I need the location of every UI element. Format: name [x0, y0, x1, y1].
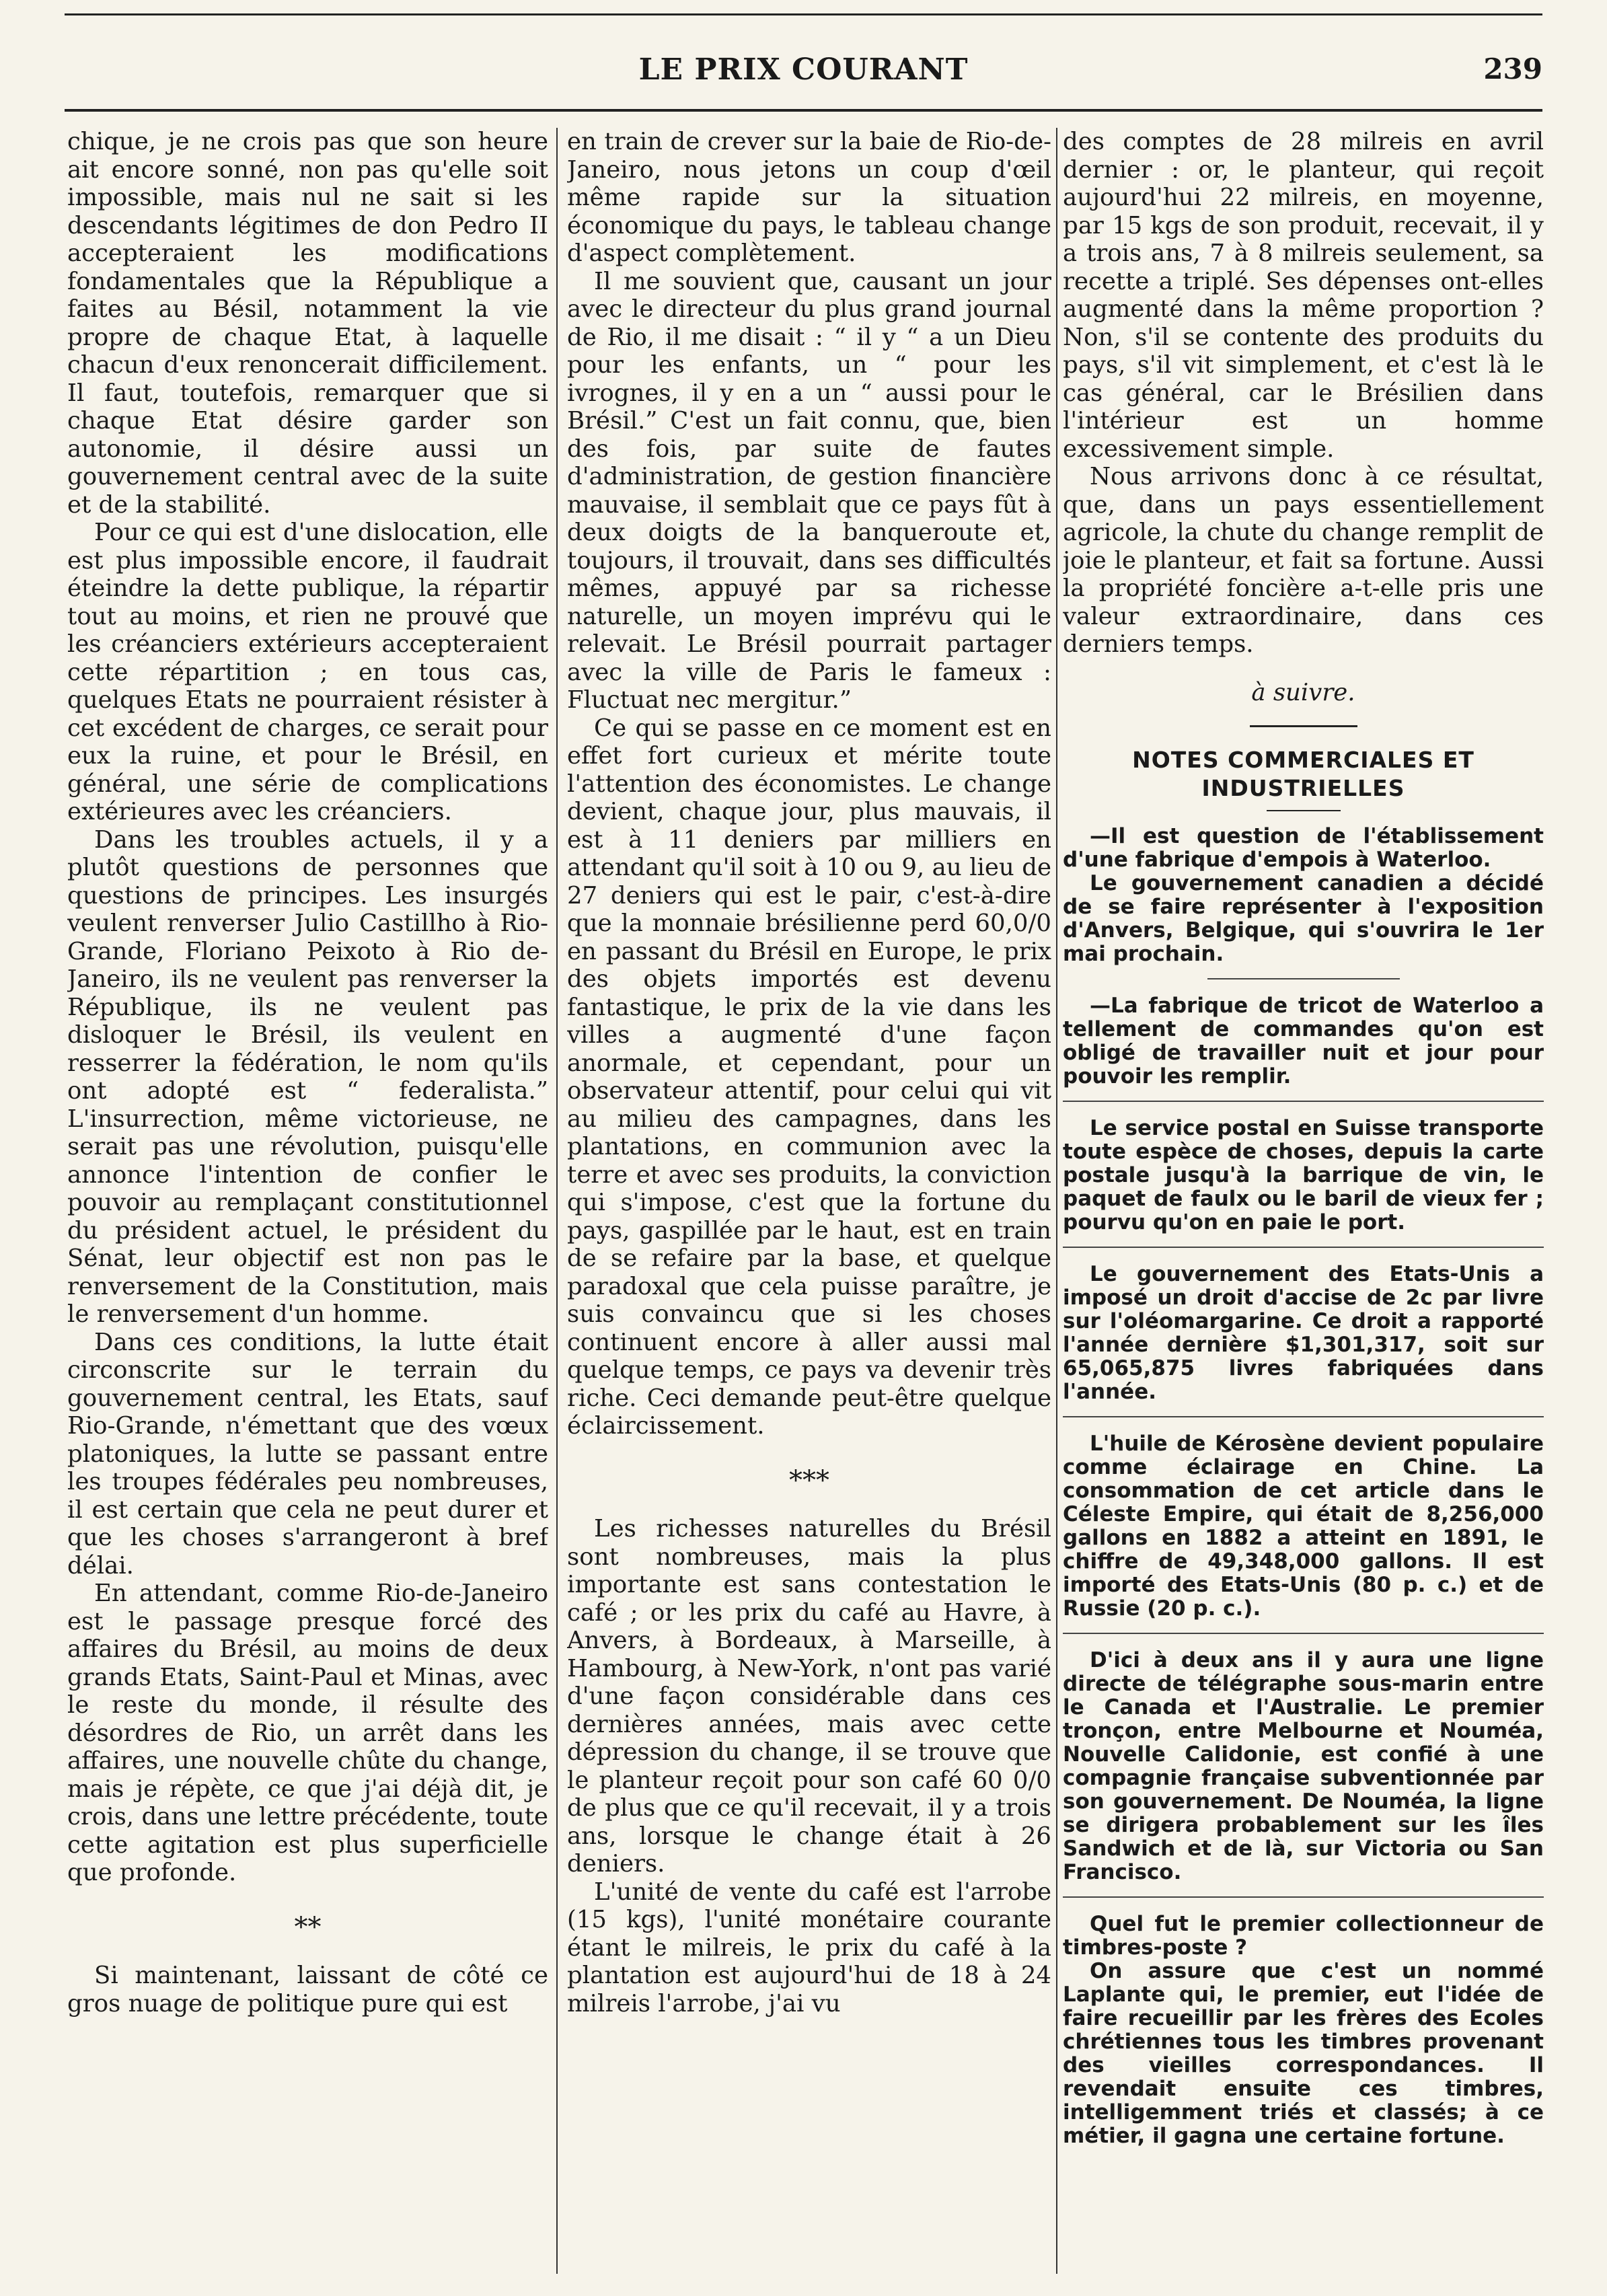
item-divider	[1063, 1896, 1544, 1898]
paragraph: Les richesses naturelles du Brésil sont nombreuses, mais la plus importante est sans contestation le café ; or les prix du café au Havre, à Anvers, à Bordeaux, à Marseille, à Hambourg, à New-York, n'ont pas varié d'une façon considérable dans ces dernières années, mais avec cette dépression du change, il se trouve que le planteur reçoit pour son café 60 0/0 de plus que ce qu'il recevait, il y a trois ans, lorsque le change était à 26 deniers.	[567, 1515, 1051, 1878]
paragraph: L'unité de vente du café est l'arrobe (15 kgs), l'unité monétaire courante étant le milreis, le prix du café à la plantation est aujourd'hui de 18 à 24 milreis l'arrobe, j'ai vu	[567, 1878, 1051, 2017]
column-3	[1063, 128, 1544, 2267]
paragraph: Ce qui se passe en ce moment est en effet fort curieux et mérite toute l'attention des économistes. Le change devient, chaque jour, plus mauvais, il est à 11 deniers par milliers en attendant qu'il soit à 10 ou 9, au lieu de 27 deniers qui est le pair, c'est-à-dire que la monnaie brésilienne perd 60,0/0 en passant du Brésil en Europe, le prix des objets importés est devenu fantastique, le prix de la vie dans les villes a augmenté d'une façon anormale, et cependant, pour un observateur attentif, pour celui qui vit au milieu des campagnes, dans les plantations, en communion avec la terre et avec ses produits, la conviction qui s'impose, c'est que la fortune du pays, gaspillée par le haut, est en train de se refaire par la base, et quelque paradoxal que cela puisse paraître, je suis convaincu que si les choses continuent encore à aller aussi mal quelque temps, ce pays va devenir très riche. Ceci demande peut-être quelque éclaircissement.	[567, 714, 1051, 1440]
paragraph: en train de crever sur la baie de Rio-de-Janeiro, nous jetons un coup d'œil même rapide sur la situation économique du pays, le tableau change d'aspect complètement.	[567, 128, 1051, 267]
section-divider	[1250, 725, 1357, 727]
news-item: L'huile de Kérosène devient populaire comme éclairage en Chine. La consommation de cet article dans le Céleste Empire, qui était de 8,256,000 gallons en 1882 a atteint en 1891, le chiffre de 49,348,000 gallons. Il est importé des Etats-Unis (80 p. c.) et de Russie (20 p. c.).	[1063, 1432, 1544, 1621]
item-divider	[1063, 1416, 1544, 1417]
paragraph: Dans ces conditions, la lutte était circonscrite sur le terrain du gouvernement central, les Etats, sauf Rio-Grande, n'émettant que des vœux platoniques, la lutte se passant entre les troupes fédérales peu nombreuses, il est certain que cela ne peut durer et que les choses s'arrangeront à bref délai.	[67, 1328, 548, 1580]
item-divider	[1063, 1633, 1544, 1634]
page-header	[65, 47, 1542, 101]
news-item: Le service postal en Suisse transporte toute espèce de choses, depuis la carte postale jusqu'à la barrique de vin, le paquet de faulx ou le baril de vieux fer ; pourvu qu'on en paie le port.	[1063, 1116, 1544, 1234]
top-rule	[65, 13, 1542, 15]
notes-heading: NOTES COMMERCIALES ET INDUSTRIELLES	[1132, 747, 1474, 801]
news-item: Quel fut le premier collectionneur de timbres-poste ?	[1063, 1912, 1544, 1960]
to-be-continued: à suivre.	[1251, 678, 1355, 706]
item-divider	[1063, 1101, 1544, 1102]
heading-underline	[1267, 810, 1341, 811]
paragraph: Si maintenant, laissant de côté ce gros nuage de politique pure qui est	[67, 1962, 548, 2017]
paragraph: En attendant, comme Rio-de-Janeiro est le passage presque forcé des affaires du Brésil, au moins de deux grands Etats, Saint-Paul et Minas, avec le reste du monde, il résulte des désordres de Rio, un arrêt dans les affaires, une nouvelle chûte du change, mais je répète, ce que j'ai déjà dit, je crois, dans une lettre précédente, toute cette agitation est plus superficielle que profonde.	[67, 1580, 548, 1886]
paragraph: des comptes de 28 milreis en avril dernier : or, le planteur, qui reçoit aujourd'hui 22 milreis, en moyenne, par 15 kgs de son produit, recevait, il y a trois ans, 7 à 8 milreis seulement, sa recette a triplé. Ses dépenses ont-elles augmenté dans la même proportion ? Non, s'il se contente des produits du pays, s'il vit simplement, et c'est là le cas général, car le Brésilien dans l'intérieur est un homme excessivement simple.	[1063, 128, 1544, 463]
news-item: On assure que c'est un nommé Laplante qui, le premier, eut l'idée de faire recueillir par les frères des Ecoles chrétiennes tous les timbres provenant des vieilles correspondances. Il revendait ensuite ces timbres, intelligemment triés et classés; à ce métier, il gagna une certaine fortune.	[1063, 1959, 1544, 2148]
item-divider	[1207, 978, 1400, 979]
item-divider	[1063, 1247, 1544, 1248]
news-item: —Il est question de l'établissement d'une fabrique d'empois à Waterloo.	[1063, 824, 1544, 872]
column-divider	[1056, 128, 1057, 2274]
paragraph: Nous arrivons donc à ce résultat, que, dans un pays essentiellement agricole, la chute du change remplit de joie le planteur, et fait sa fortune. Aussi la propriété foncière a-t-elle pris une valeur extraordinaire, dans ces derniers temps.	[1063, 463, 1544, 658]
news-item: D'ici à deux ans il y aura une ligne directe de télégraphe sous-marin entre le Canada et l'Australie. Le premier tronçon, entre Melbourne et Nouméa, Nouvelle Calidonie, est confié à une compagnie française subventionnée par son gouvernement. De Nouméa, la ligne se dirigera probablement sur les îles Sandwich et de là, sur Victoria ou San Francisco.	[1063, 1648, 1544, 1884]
header-rule	[65, 109, 1542, 112]
paragraph: Dans les troubles actuels, il y a plutôt questions de personnes que questions de principes. Les insurgés veulent renverser Julio Castillho à Rio-Grande, Floriano Peixoto à Rio de-Janeiro, ils ne veulent pas renverser la République, ils ne veulent pas disloquer le Brésil, ils veulent en resserrer la fédération, le nom qu'ils ont adopté est “ federalista.” L'insurrection, même victorieuse, ne serait pas une révolution, puisqu'elle annonce l'intention de confier le pouvoir au remplaçant constitutionnel du président actuel, le président du Sénat, leur objectif est non pas le renversement de la Constitution, mais le renversement d'un homme.	[67, 825, 548, 1328]
section-stars: **	[294, 1911, 322, 1943]
column-divider	[556, 128, 558, 2274]
paragraph: chique, je ne crois pas que son heure ait encore sonné, non pas qu'elle soit impossible, mais nul ne sait si les descendants légitimes de don Pedro II accepteraient les modifications fondamentales que la République a faites au Bésil, notamment la vie propre de chaque Etat, à laquelle chacun d'eux renoncerait difficilement. Il faut, toutefois, remarquer que si chaque Etat désire garder son autonomie, il désire aussi un gouvernement central avec de la suite et de la stabilité.	[67, 128, 548, 519]
section-stars: ***	[789, 1465, 829, 1496]
paragraph: Pour ce qui est d'une dislocation, elle est plus impossible encore, il faudrait éteindre la dette publique, la répartir tout au moins, et rien ne prouvé que les créanciers extérieurs accepteraient cette répartition ; en tous cas, quelques Etats ne pourraient résister à cet excédent de charges, ce serait pour eux la ruine, et pour le Brésil, en général, une série de complications extérieures avec les créanciers.	[67, 519, 548, 825]
news-item: Le gouvernement canadien a décidé de se faire représenter à l'exposition d'Anvers, Belgique, qui s'ouvrira le 1er mai prochain.	[1063, 871, 1544, 966]
column-2	[567, 128, 1051, 2267]
page-number: 239	[1483, 52, 1542, 85]
page-title: LE PRIX COURANT	[638, 52, 969, 87]
news-item: —La fabrique de tricot de Waterloo a tellement de commandes qu'on est obligé de travailler nuit et jour pour pouvoir les remplir.	[1063, 994, 1544, 1088]
paragraph: Il me souvient que, causant un jour avec le directeur du plus grand journal de Rio, il me disait : “ il y “ a un Dieu pour les enfants, un “ pour les ivrognes, il y en a un “ aussi pour le Brésil.” C'est un fait connu, que, bien des fois, par suite de fautes d'administration, de gestion financière mauvaise, il semblait que ce pays fût à deux doigts de la banqueroute et, toujours, il trouvait, dans ses difficultés mêmes, appuyé par sa richesse naturelle, un moyen imprévu qui le relevait. Le Brésil pourrait partager avec la ville de Paris le fameux : Fluctuat nec mergitur.”	[567, 267, 1051, 714]
column-1	[67, 128, 548, 2267]
news-item: Le gouvernement des Etats-Unis a imposé un droit d'accise de 2c par livre sur l'oléomargarine. Ce droit a rapporté l'année dernière $1,301,317, soit sur 65,065,875 livres fabriquées dans l'année.	[1063, 1262, 1544, 1404]
